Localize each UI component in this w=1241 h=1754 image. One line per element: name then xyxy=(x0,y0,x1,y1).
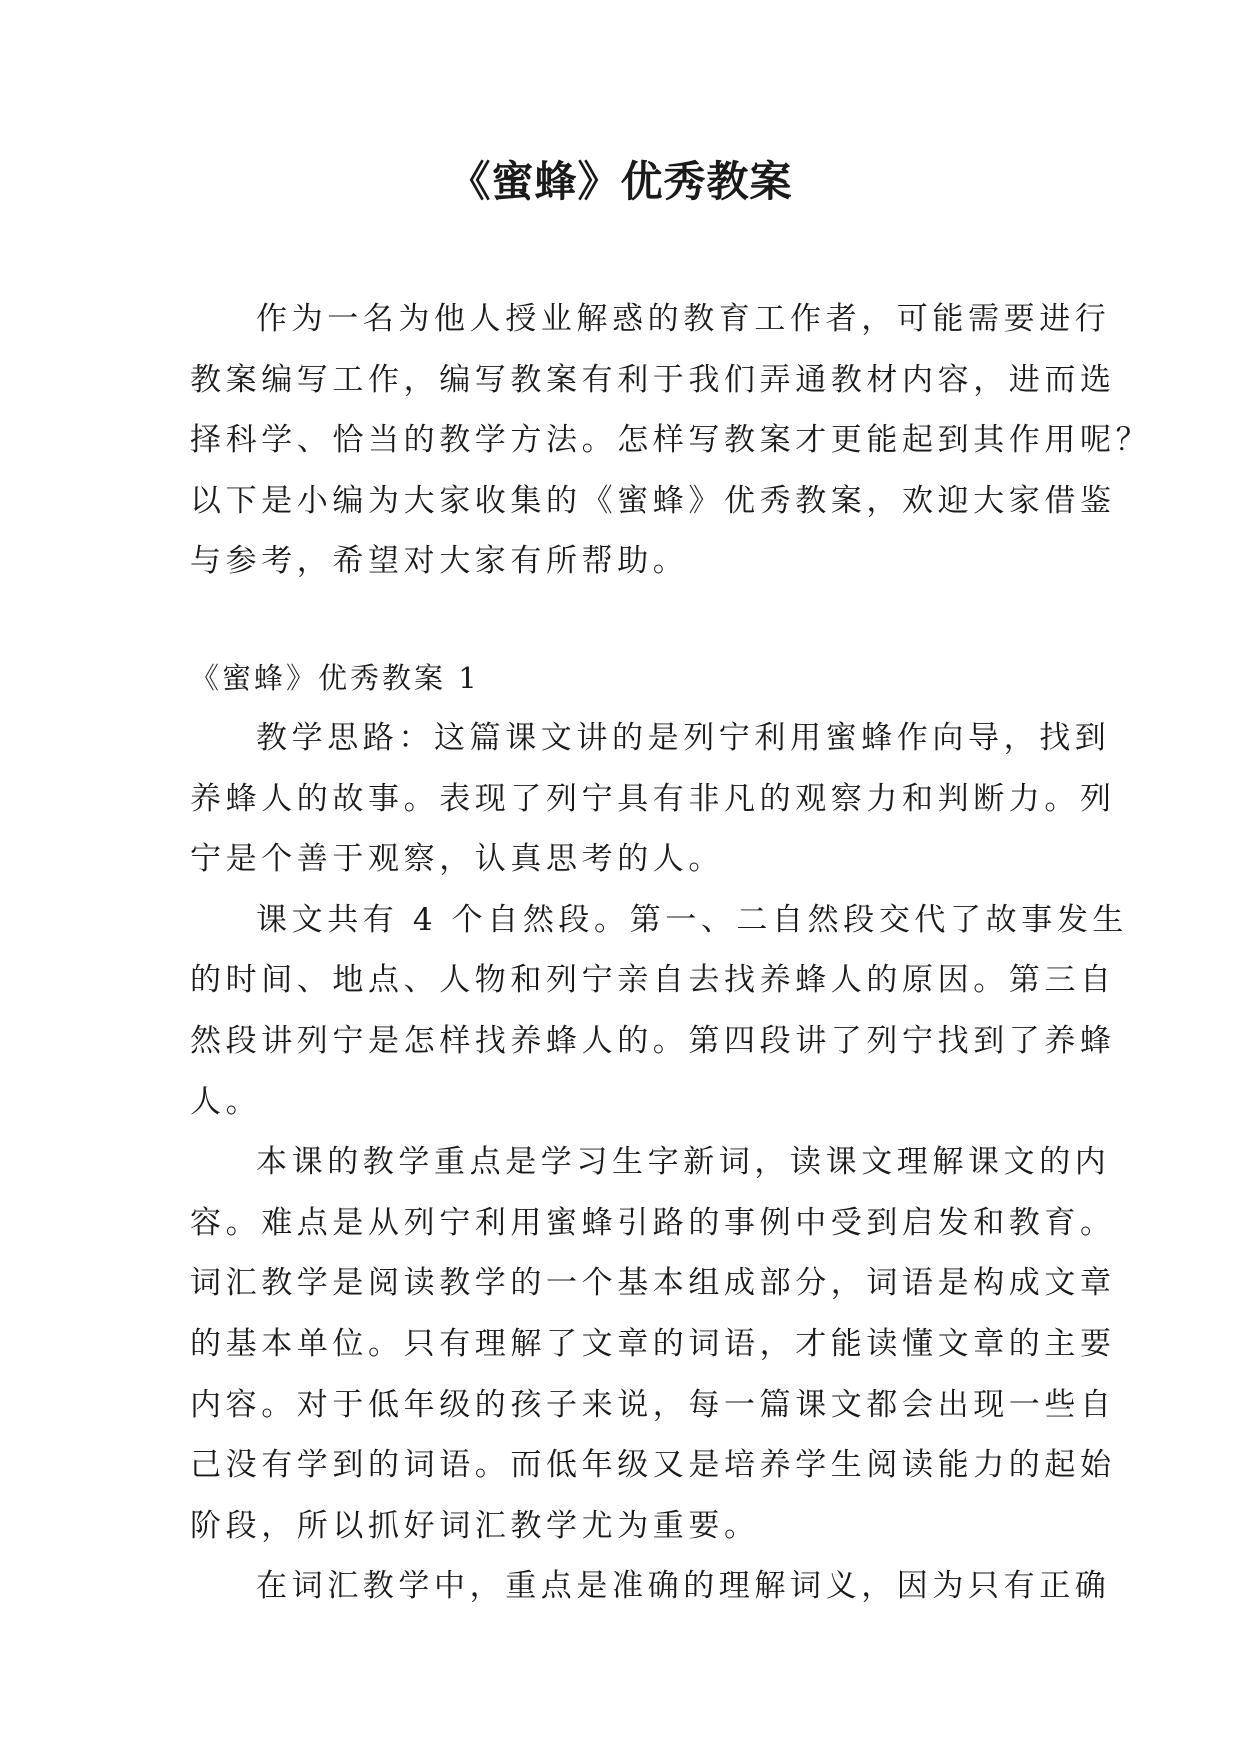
section-spacer xyxy=(190,592,1052,648)
paragraph-line: 词汇教学是阅读教学的一个基本组成部分，词语是构成文章 xyxy=(190,1265,1116,1302)
paragraph-teaching-focus xyxy=(190,1132,1116,1556)
paragraph-line: 内容。对于低年级的孩子来说，每一篇课文都会出现一些自 xyxy=(190,1386,1116,1423)
paragraph-line: 教学思路：这篇课文讲的是列宁利用蜜蜂作向导，找到 xyxy=(256,719,1111,756)
intro-line: 择科学、恰当的教学方法。怎样写教案才更能起到其作用呢？ xyxy=(190,422,1152,459)
paragraph-line: 然段讲列宁是怎样找养蜂人的。第四段讲了列宁找到了养蜂 xyxy=(190,1022,1116,1059)
intro-paragraph xyxy=(190,289,1152,592)
paragraph-line: 人。 xyxy=(190,1083,262,1120)
section-heading: 《蜜蜂》优秀教案 1 xyxy=(190,660,480,695)
paragraph-line: 的基本单位。只有理解了文章的词语，才能读懂文章的主要 xyxy=(190,1325,1116,1362)
paragraph-line: 本课的教学重点是学习生字新词，读课文理解课文的内 xyxy=(256,1144,1111,1181)
paragraph-line: 的时间、地点、人物和列宁亲自去找养蜂人的原因。第三自 xyxy=(190,962,1116,999)
paragraph-line: 宁是个善于观察，认真思考的人。 xyxy=(190,841,724,878)
intro-line: 作为一名为他人授业解惑的教育工作者，可能需要进行 xyxy=(256,301,1111,337)
document-title: 《蜜蜂》优秀教案 xyxy=(448,157,793,206)
paragraph-line: 阶段，所以抓好词汇教学尤为重要。 xyxy=(190,1507,760,1544)
paragraph-vocabulary xyxy=(190,1556,1111,1617)
paragraph-text-structure xyxy=(190,890,1129,1132)
paragraph-line: 容。难点是从列宁利用蜜蜂引路的事例中受到启发和教育。 xyxy=(190,1204,1116,1241)
intro-line: 教案编写工作，编写教案有利于我们弄通教材内容，进而选 xyxy=(190,361,1116,398)
intro-line: 以下是小编为大家收集的《蜜蜂》优秀教案，欢迎大家借鉴 xyxy=(190,482,1116,519)
paragraph-line: 在词汇教学中，重点是准确的理解词义，因为只有正确 xyxy=(256,1568,1111,1605)
paragraph-line: 养蜂人的故事。表现了列宁具有非凡的观察力和判断力。列 xyxy=(190,780,1116,817)
paragraph-line: 课文共有 4 个自然段。第一、二自然段交代了故事发生 xyxy=(256,901,1129,938)
document-body xyxy=(190,289,1152,1617)
paragraph-teaching-idea xyxy=(190,708,1116,890)
intro-line: 与参考，希望对大家有所帮助。 xyxy=(190,543,689,580)
paragraph-line: 己没有学到的词语。而低年级又是培养学生阅读能力的起始 xyxy=(190,1447,1116,1484)
